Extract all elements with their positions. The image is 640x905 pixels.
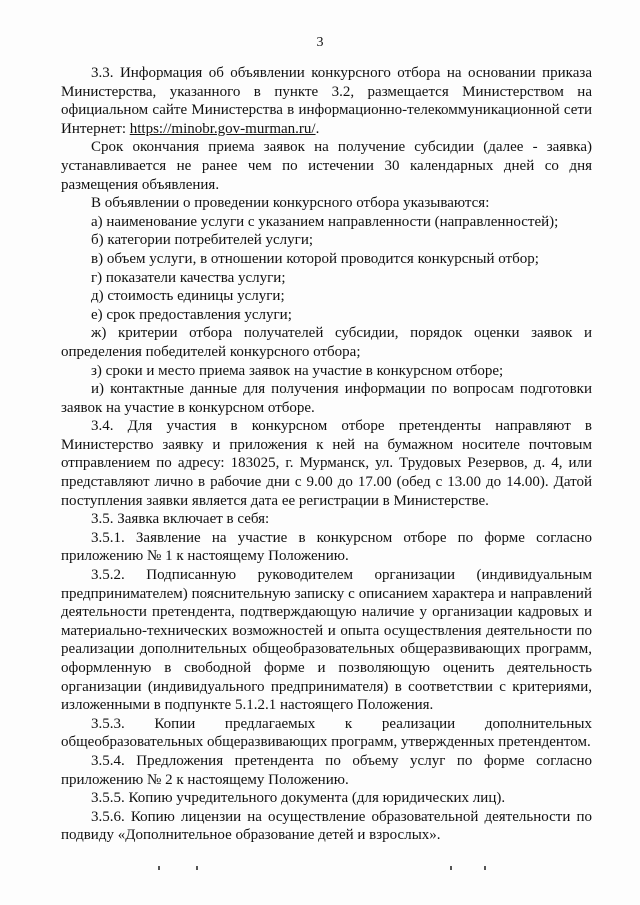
list-item-e: е) срок предоставления услуги; bbox=[91, 306, 292, 323]
list-item-a: а) наименование услуги с указанием направленности (направленностей); bbox=[91, 213, 559, 230]
list-item-d: д) стоимость единицы услуги; bbox=[91, 288, 285, 305]
page-number: 3 bbox=[316, 35, 324, 50]
document-body bbox=[61, 64, 592, 845]
paragraph-3-5-3: 3.5.3. Копии предлагаемых к реализации дополнительных общеобразовательных общеразвивающих программ, утвержденных претендентом. bbox=[61, 715, 592, 751]
list-item-zh: ж) критерии отбора получателей субсидии, порядок оценки заявок и определения победителей конкурсного отбора; bbox=[61, 325, 592, 360]
paragraph-3-5-6: 3.5.6. Копию лицензии на осуществление образовательной деятельности по подвиду «Дополнительное образование детей и взрослых». bbox=[61, 808, 592, 844]
list-item-b: б) категории потребителей услуги; bbox=[91, 232, 314, 249]
paragraph-deadline: Срок окончания приема заявок на получение субсидии (далее - заявка) устанавливается не ранее чем по истечении 30 календарных дней со дня размещения объявления. bbox=[61, 139, 592, 193]
paragraph-3-4: 3.4. Для участия в конкурсном отборе претенденты направляют в Министерство заявку и приложения к ней на бумажном носителе почтовым отправлением по адресу: 183025, г. Мурманск, ул. Трудовых Резервов, д. 4, или представляют лично в рабочие дни с 9.00 до 17.00 (обед с 13.00 до 14.00). Датой поступления заявки является дата ее регистрации в Министерстве. bbox=[61, 418, 592, 509]
paragraph-3-5-2: 3.5.2. Подписанную руководителем организации (индивидуальным предпринимателем) пояснительную записку с описанием характера и направлений деятельности претендента, подтверждающую наличие у организации кадровых и материально-технических возможностей и опыта осуществления деятельности по реализации дополнительных общеобразовательных общеразвивающих программ, оформленную в свободной форме и позволяющую оценить деятельность организации (индивидуального предпринимателя) в соответствии с критериями, изложенными в подпункте 5.1.2.1 настоящего Положения. bbox=[61, 567, 592, 714]
paragraph-announcement-intro: В объявлении о проведении конкурсного отбора указываются: bbox=[91, 195, 490, 212]
paragraph-3-5: 3.5. Заявка включает в себя: bbox=[91, 511, 270, 528]
paragraph-3-5-4: 3.5.4. Предложения претендента по объему услуг по форме согласно приложению № 2 к настоящему Положению. bbox=[61, 752, 592, 788]
list-item-z: з) сроки и место приема заявок на участие в конкурсном отборе; bbox=[91, 362, 504, 379]
paragraph-3-3-text: 3.3. Информация об объявлении конкурсного отбора на основании приказа Министерства, указанного в пункте 3.2, размещается Министерством на официальном сайте Министерства в информационно-телекоммуникационной сети Интернет: bbox=[61, 65, 592, 137]
list-item-i: и) контактные данные для получения информации по вопросам подготовки заявок на участие в конкурсном отборе. bbox=[61, 381, 592, 416]
ministry-website-link[interactable]: https://minobr.gov-murman.ru/ bbox=[129, 120, 316, 137]
list-item-g: г) показатели качества услуги; bbox=[91, 269, 286, 286]
list-item-v: в) объем услуги, в отношении которой проводится конкурсный отбор; bbox=[91, 250, 539, 267]
paragraph-3-3-tail: . bbox=[315, 120, 320, 137]
scan-artifact-marks bbox=[150, 866, 490, 872]
paragraph-3-5-1: 3.5.1. Заявление на участие в конкурсном отборе по форме согласно приложению № 1 к настоящему Положению. bbox=[61, 529, 592, 565]
paragraph-3-3 bbox=[61, 64, 592, 138]
paragraph-3-5-5: 3.5.5. Копию учредительного документа (для юридических лиц). bbox=[91, 790, 506, 807]
